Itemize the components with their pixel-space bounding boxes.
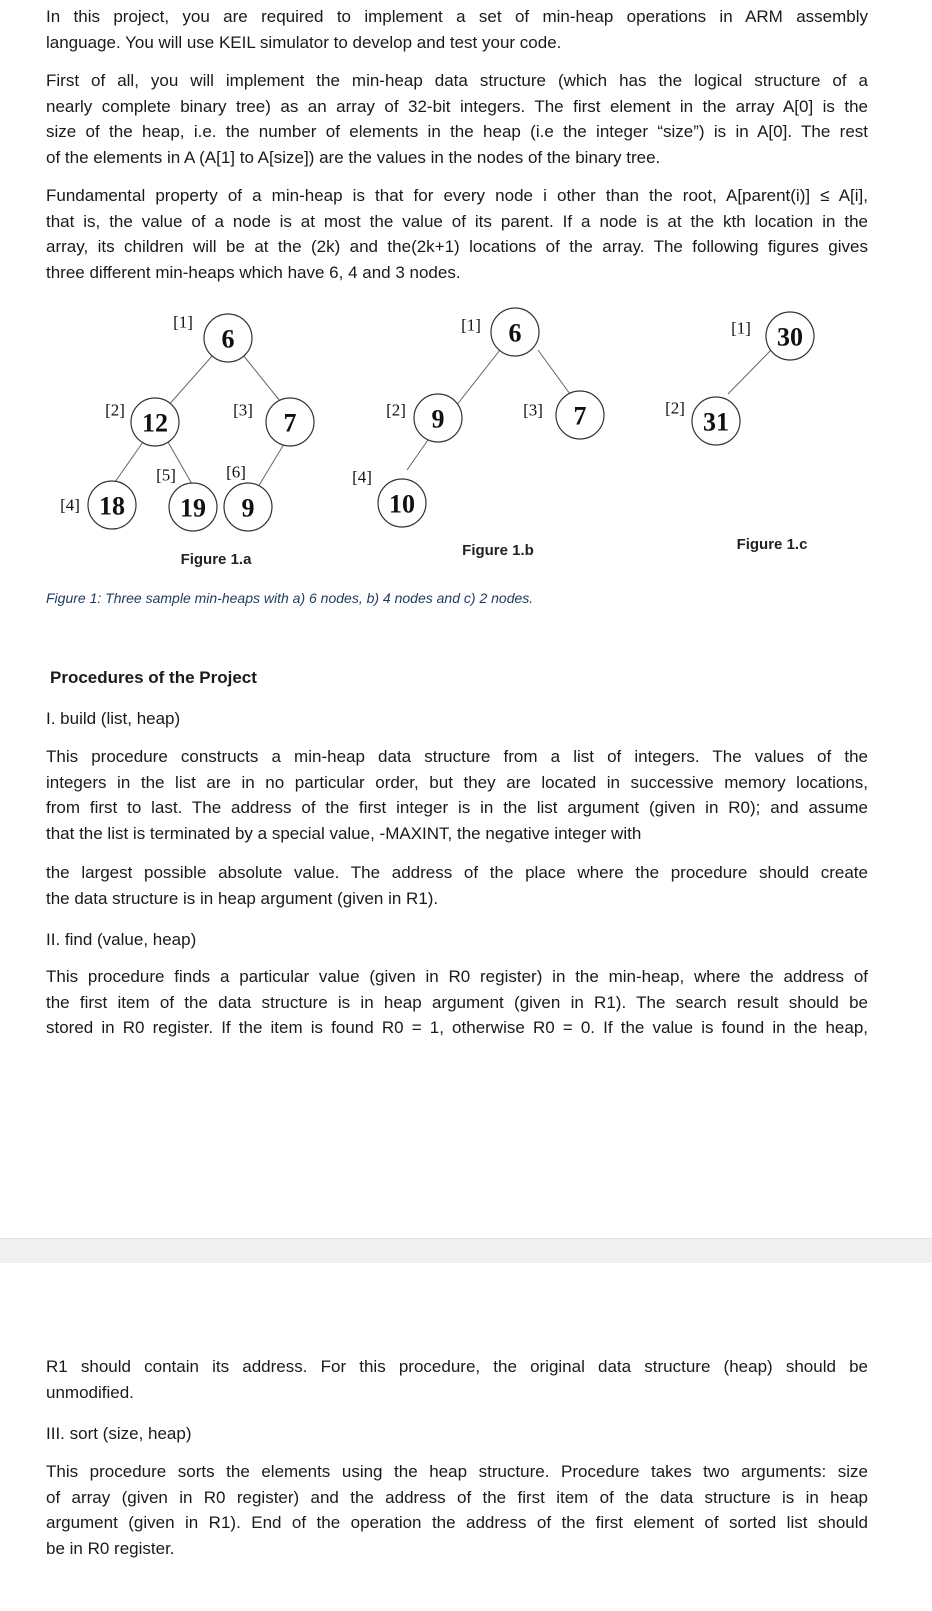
page-break (0, 1238, 932, 1263)
node-index: [2] (665, 398, 685, 418)
node-value: 6 (221, 324, 235, 354)
node-index: [6] (226, 462, 246, 482)
heap-structure-paragraph (46, 68, 868, 170)
text-line: unmodified. (46, 1382, 134, 1402)
figure-label: Figure 1.c (736, 536, 808, 553)
node-index: [1] (731, 318, 751, 338)
tree-edge (728, 346, 775, 394)
figure-caption: Figure 1: Three sample min-heaps with a) 6 nodes, b) 4 nodes and c) 2 nodes. (46, 590, 534, 606)
text-line: of the elements in A (A[1] to A[size]) are the values in the nodes of the binary tree. (46, 147, 661, 167)
text-line: size of the heap, i.e. the number of elements in the heap (i.e the integer “size”) is in A[0]. The rest (46, 122, 868, 141)
tree-edge (407, 440, 428, 470)
section-heading: Procedures of the Project (50, 668, 257, 687)
text-line: In this project, you are required to implement a set of min-heap operations in ARM assembly (46, 7, 868, 26)
find-description (46, 964, 868, 1041)
tree-edge (452, 350, 500, 411)
tree-edge (243, 355, 280, 401)
figure-label: Figure 1.b (462, 542, 534, 559)
figure-1b (352, 308, 604, 559)
node-value: 7 (573, 401, 587, 431)
heap-property-paragraph (46, 183, 868, 285)
node-index: [3] (523, 400, 543, 420)
text-line: This procedure finds a particular value (given in R0 register) in the min-heap, where the address of (46, 967, 868, 986)
text-line: that is, the value of a node is at most the value of its parent. If a node is at the kth location in the (46, 211, 868, 231)
text-line: the data structure is in heap argument (given in R1). (46, 888, 439, 908)
build-procedure-title: I. build (list, heap) (46, 709, 181, 728)
text-line: language. You will use KEIL simulator to develop and test your code. (46, 32, 562, 52)
sort-procedure-title: III. sort (size, heap) (46, 1424, 192, 1443)
node-value: 18 (99, 491, 125, 521)
node-index: [1] (461, 315, 481, 335)
text-line: stored in R0 register. If the item is found R0 = 1, otherwise R0 = 0. If the value is found in the heap, (46, 1018, 868, 1037)
node-index: [2] (105, 400, 125, 420)
node-index: [3] (233, 400, 253, 420)
node-value: 12 (142, 408, 168, 438)
node-index: [5] (156, 465, 176, 485)
tree-edge (115, 442, 143, 482)
text-line: from first to last. The address of the first integer is in the list argument (given in R0); and assume (46, 798, 868, 817)
node-value: 30 (777, 322, 803, 352)
text-line: This procedure sorts the elements using the heap structure. Procedure takes two arguments: size (46, 1462, 868, 1481)
node-value: 9 (241, 493, 255, 523)
figure-label: Figure 1.a (180, 551, 252, 568)
text-line: integers in the list are in no particular order, but they are located in successive memory locations, (46, 772, 868, 792)
node-index: [4] (352, 467, 372, 487)
text-line: three different min-heaps which have 6, 4 and 3 nodes. (46, 262, 461, 282)
find-description-continued (46, 1354, 868, 1405)
find-procedure-title: II. find (value, heap) (46, 930, 197, 949)
node-value: 7 (283, 408, 297, 438)
node-value: 10 (389, 489, 415, 519)
node-index: [2] (386, 400, 406, 420)
text-line: argument (given in R1). End of the operation the address of the first element of sorted list should (46, 1513, 868, 1532)
node-index: [1] (173, 312, 193, 332)
text-line: that the list is terminated by a special value, -MAXINT, the negative integer with (46, 823, 642, 843)
node-value: 9 (431, 404, 445, 434)
tree-edge (258, 444, 284, 487)
text-line: the largest possible absolute value. The address of the place where the procedure should create (46, 863, 868, 882)
node-value: 31 (703, 407, 729, 437)
build-description (46, 744, 868, 846)
build-description-continued (46, 860, 868, 911)
node-index: [4] (60, 495, 80, 515)
figure-1c (665, 312, 814, 553)
text-line: nearly complete binary tree) as an array of 32-bit integers. The first element in the array A[0] is the (46, 96, 868, 116)
intro-paragraph (46, 4, 868, 55)
sort-description (46, 1459, 868, 1561)
text-line: Fundamental property of a min-heap is that for every node i other than the root, A[parent(i)] ≤ A[i], (46, 186, 868, 205)
min-heap-figures (0, 290, 932, 580)
text-line: the first item of the data structure is in heap argument (given in R1). The search result should be (46, 992, 868, 1012)
text-line: This procedure constructs a min-heap data structure from a list of integers. The values of the (46, 747, 868, 766)
text-line: First of all, you will implement the min-heap data structure (which has the logical structure of a (46, 71, 868, 90)
text-line: of array (given in R0 register) and the address of the first item of the data structure is in heap (46, 1487, 868, 1507)
node-value: 6 (508, 318, 522, 348)
text-line: array, its children will be at the (2k) and the(2k+1) locations of the array. The following figures gives (46, 237, 868, 256)
node-value: 19 (180, 493, 206, 523)
tree-edge (538, 350, 570, 394)
text-line: R1 should contain its address. For this procedure, the original data structure (heap) should be (46, 1357, 868, 1376)
text-line: be in R0 register. (46, 1538, 175, 1558)
figure-1a (60, 313, 314, 569)
tree-edge (167, 355, 213, 407)
